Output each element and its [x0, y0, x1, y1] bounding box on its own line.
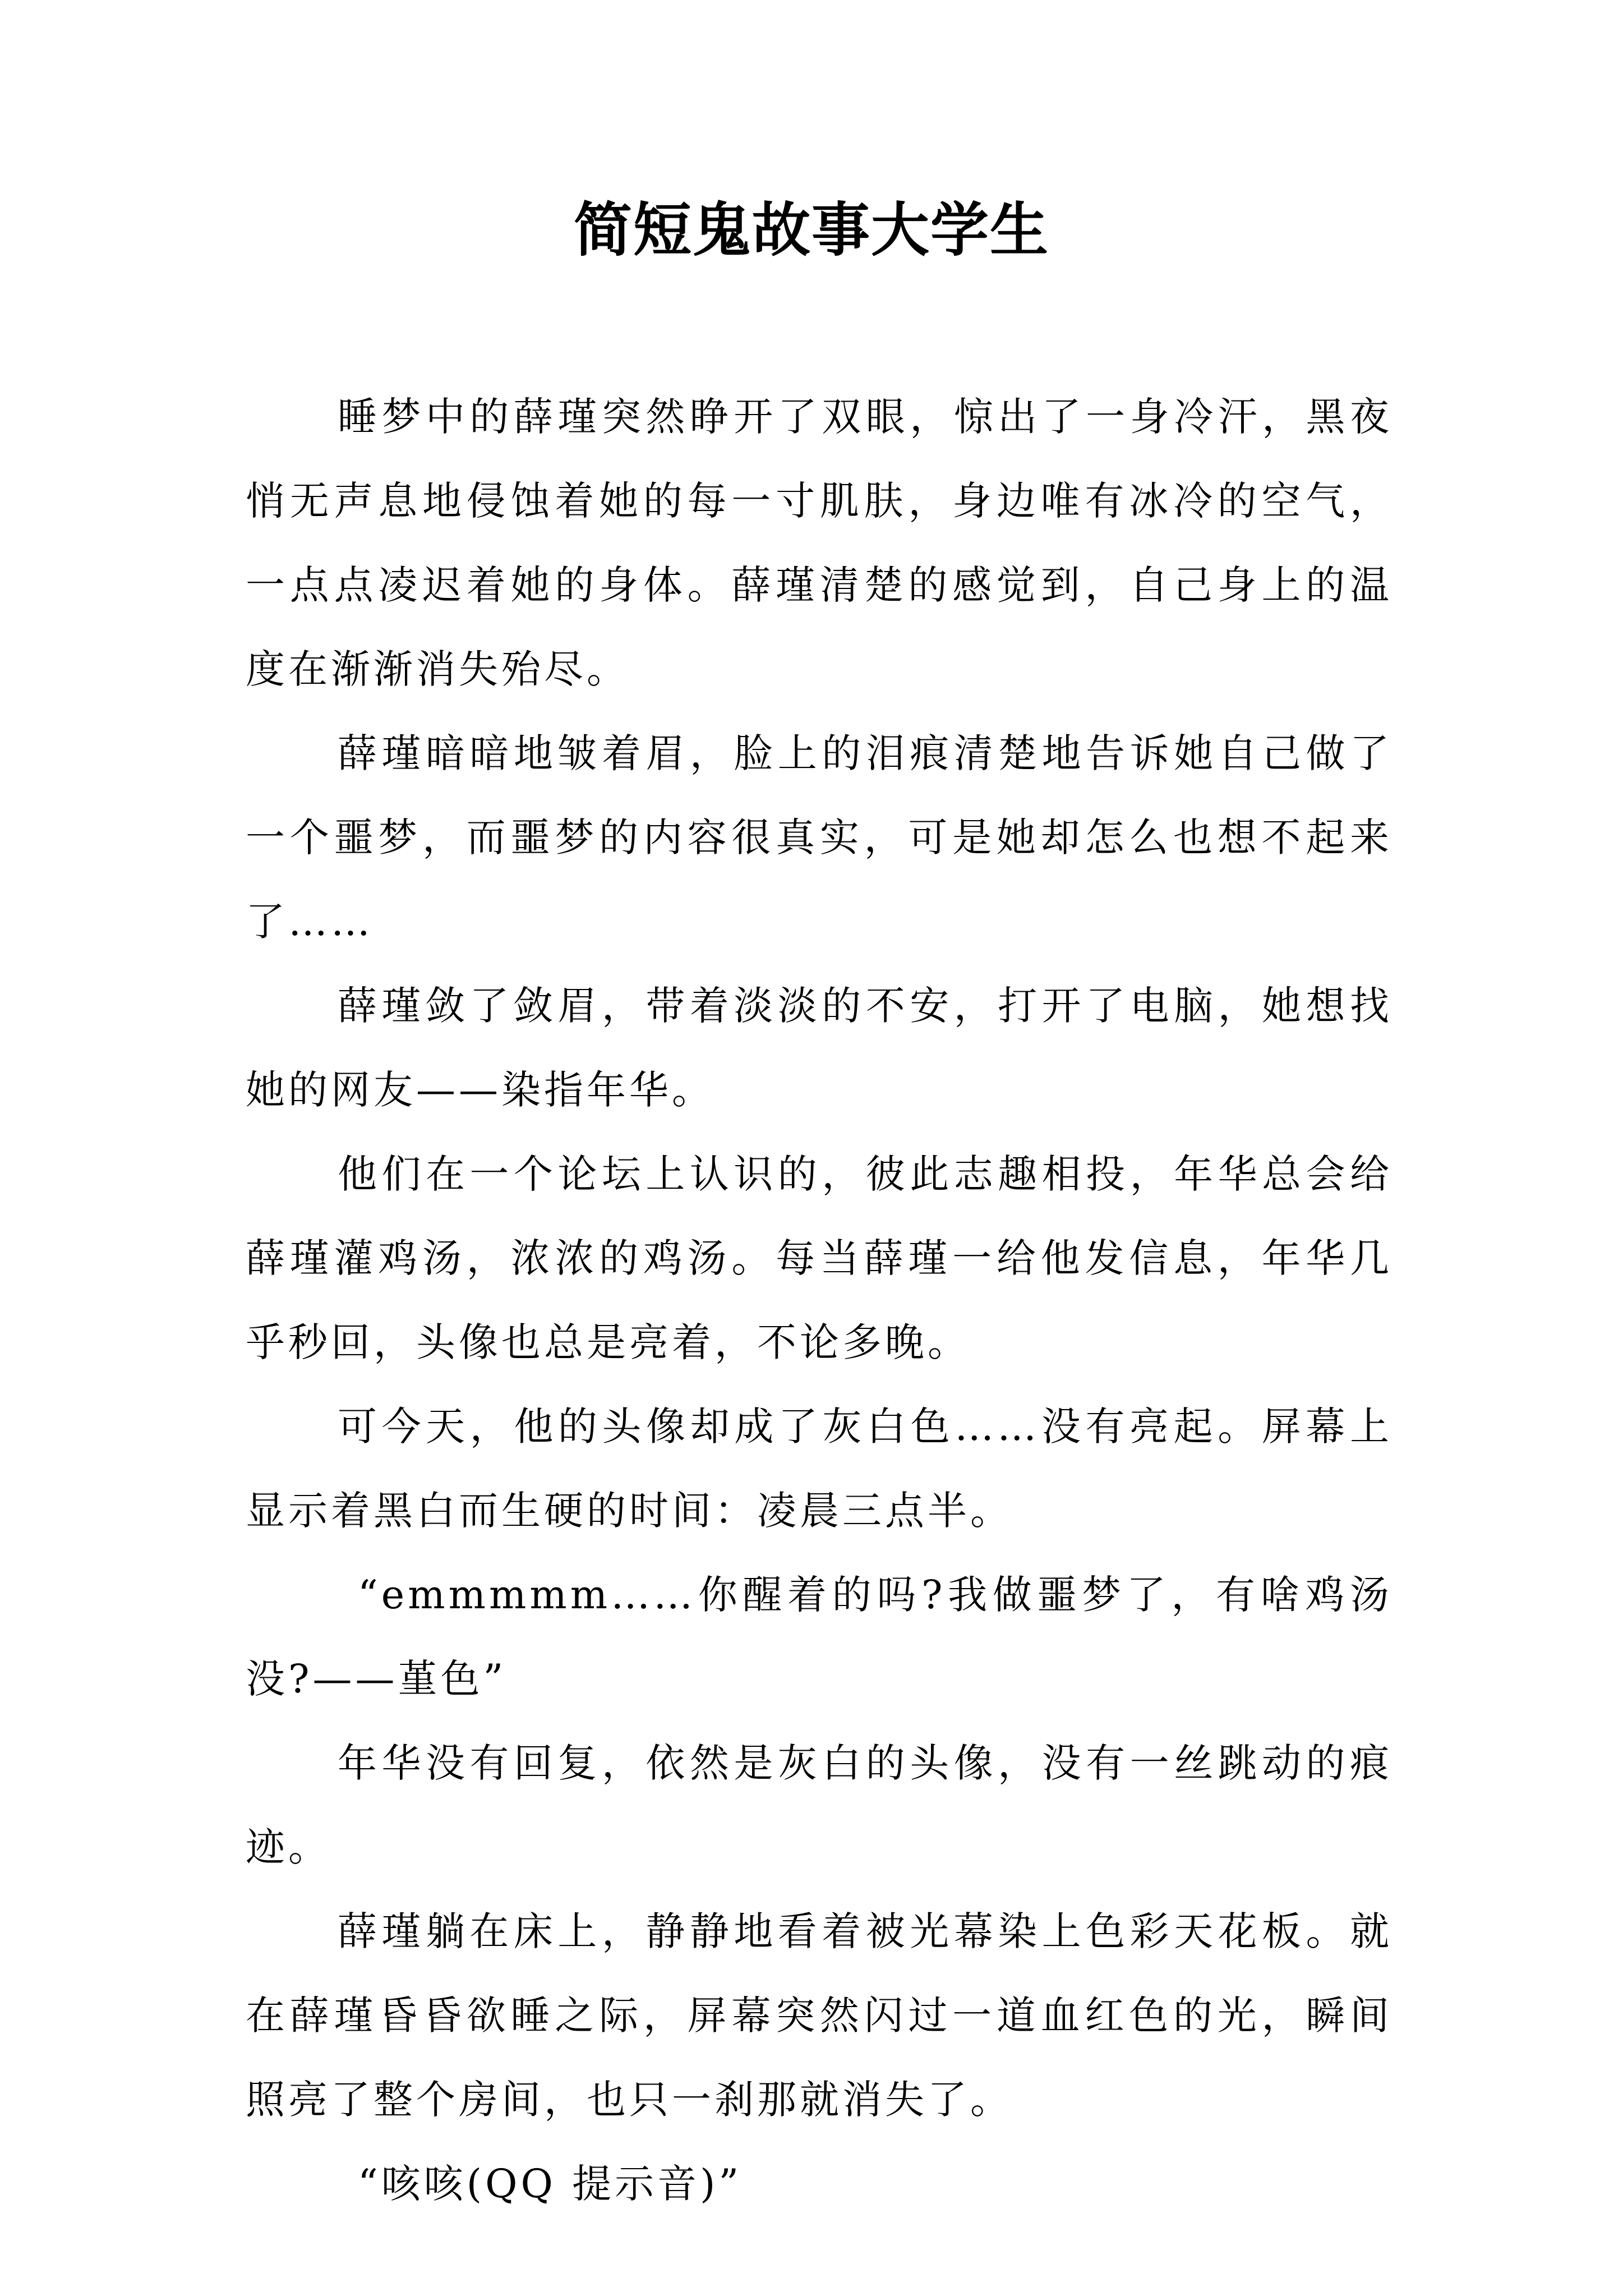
paragraph-quote: “咳咳(QQ 提示音)”: [358, 2161, 743, 2207]
paragraph: 薛瑾敛了敛眉，带着淡淡的不安，打开了电脑，她想找她的网友——染指年华。: [246, 983, 1393, 1113]
paragraph: 薛瑾躺在床上，静静地看着被光幕染上色彩天花板。就在薛瑾昏昏欲睡之际，屏幕突然闪过一道血红色的光，瞬间照亮了整个房间，也只一刹那就消失了。: [246, 1908, 1393, 2123]
paragraph: 他们在一个论坛上认识的，彼此志趣相投，年华总会给薛瑾灌鸡汤，浓浓的鸡汤。每当薛瑾一给他发信息，年华几乎秒回，头像也总是亮着，不论多晚。: [246, 1151, 1393, 1365]
paragraph: 年华没有回复，依然是灰白的头像，没有一丝跳动的痕迹。: [246, 1740, 1393, 1870]
paragraph: 可今天，他的头像却成了灰白色……没有亮起。屏幕上显示着黑白而生硬的时间：凌晨三点半。: [246, 1404, 1393, 1534]
document-title: 简短鬼故事大学生: [573, 195, 1049, 264]
document-body: [246, 375, 1393, 2226]
paragraph: 睡梦中的薛瑾突然睁开了双眼，惊出了一身冷汗，黑夜悄无声息地侵蚀着她的每一寸肌肤，身边唯有冰冷的空气，一点点凌迟着她的身体。薛瑾清楚的感觉到，自己身上的温度在渐渐消失殆尽。: [246, 394, 1393, 692]
paragraph-quote: “emmmmm……你醒着的吗?我做噩梦了，有啥鸡汤没?——堇色”: [246, 1572, 1393, 1702]
paragraph: 薛瑾暗暗地皱着眉，脸上的泪痕清楚地告诉她自己做了一个噩梦，而噩梦的内容很真实，可是她却怎么也想不起来了……: [246, 730, 1393, 945]
